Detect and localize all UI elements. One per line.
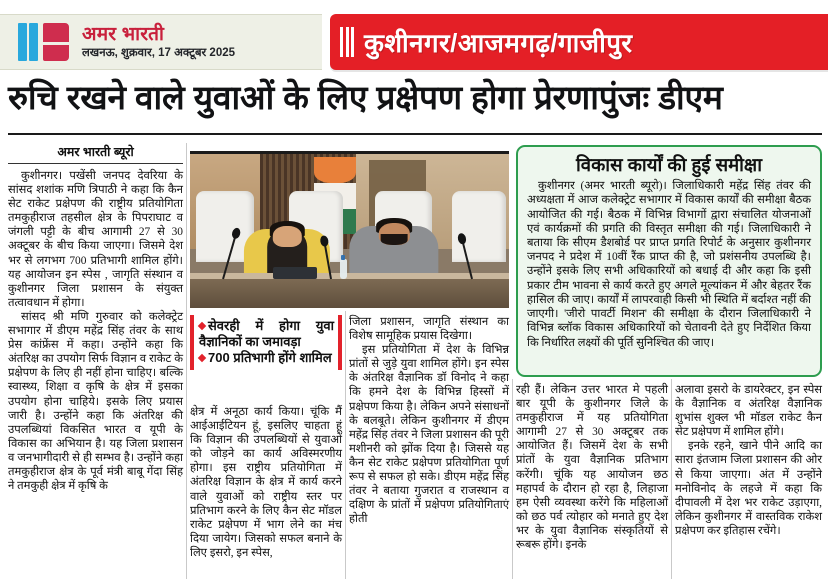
column-divider-1 — [186, 143, 187, 579]
edition-name: कुशीनगर/आजमगढ़/गाजीपुर — [364, 28, 633, 58]
photo-person-right — [350, 194, 439, 279]
banner-bars-icon — [340, 27, 354, 57]
column-divider-3 — [512, 379, 513, 579]
logo-blocks — [43, 23, 69, 61]
paragraph: रही हैं। लेकिन उत्तर भारत मे पहली बार यूपी के कुशीनगर जिले के तमकुहीराज में यह प्रतियोगिता आगामी 27 से 30 अक्टूबर तक आयोजित हैं। जिसमें देश के सभी प्रांतों के युवा वैज्ञानिक प्रतिभाग करेंगी। चूंकि यह आयोजन छठ महापर्व के दौरान हो रहा है, लिहाजा हम ऐसी व्यवस्था करेंगे कि महिलाओं को छठ पर्व त्योहार को मनाते हुए देश भर के युवा वैज्ञानिक संस्कृतियों से रूबरू होंगे। इनके — [516, 384, 668, 552]
callout-text-2: 700 प्रतिभागी होंगे शामिल — [208, 350, 332, 365]
edition-banner — [330, 14, 828, 70]
paper-date-line: लखनऊ, शुक्रवार, 17 अक्टूबर 2025 — [82, 46, 236, 59]
masthead — [0, 14, 828, 70]
paragraph: जिला प्रशासन, जागृति संस्थान का विशेष सामूहिक प्रयास दिखेगा। — [349, 316, 509, 343]
article-column-3 — [349, 315, 509, 526]
diamond-bullet-icon — [198, 322, 206, 330]
logo-block-top — [43, 23, 69, 42]
paragraph: कुशीनगर। पखेंसी जनपद देवरिया के सांसद शशांक मणि त्रिपाठी ने कहा कि कैन सेट राकेट प्रक्षेपण की राष्ट्रीय प्रतियोगिता तमकुहीराज तहसील क्षेत्र के पिपराघाट व जंगली पट्टी के बीच आगामी 27 से 30 अक्टूबर के बीच किया जाएगा। जिसमे देश भर से लगभग 700 प्रतिभागी शामिल होंगे। यह आयोजन इन स्पेस , जागृति संस्थान व कुशीनगर जिला प्रशासन के संयुक्त तत्वावधान में होगा। — [8, 170, 183, 309]
logo-bar-1 — [18, 23, 27, 61]
article-column-5 — [675, 383, 822, 538]
paragraph: सांसद श्री मणि गुरुवार को कलेक्ट्रेट सभागार में डीएम महेंद्र सिंह तंवर के साथ प्रेस कांफ्रेंस में कहा। उन्होंने कहा कि अंतरिक्ष का उपयोग सिर्फ विज्ञान व राकेट के प्रक्षेपण के लिए ही नहीं होना चाहिए। बल्कि स्वास्थ्य, शिक्षा व कृषि के क्षेत्र में इसका उपयोग होना चाहिये। इसके लिए प्रयास जारी है। उन्होंने कहा कि अंतरिक्ष की उपलब्धियां विकसित भारत व यूपी के विकास का अभियान है। यह जिला प्रशासन व जनभागीदारी से ही सम्भव है। उन्होंने कहा तमकुहीराज क्षेत्र के पूर्व मंत्री बाबू गेंदा सिंह ने तमकुही क्षेत्र में कृषि के — [8, 310, 183, 493]
highlight-callout-box — [190, 315, 342, 370]
masthead-titles — [82, 25, 235, 60]
article-column-2 — [190, 405, 342, 560]
greenbox-paragraph: कुशीनगर (अमर भारती ब्यूरो)। जिलाधिकारी महेंद्र सिंह तंवर की अध्यक्षता में आज कलेक्ट्रेट सभागार में विकास कार्यों की समीक्षा बैठक आयोजित की गई। बैठक में विभिन्न विभागों द्वारा संचालित योजनाओं एवं कार्यक्रमों की प्रगति की विस्तृत समीक्षा की गई। जिलाधिकारी ने बताया कि सीएम डैशबोर्ड पर प्राप्त प्रगति रिपोर्ट के अनुसार कुशीनगर जनपद ने प्रदेश में 10वीं रैंक प्राप्त की है, जो प्रशंसनीय उपलब्धि है। उन्होंने इसके लिए सभी अधिकारियों को बधाई दी और कहा कि इसी प्रकार टीम भावना से कार्य करते हुए अगले मूल्यांकन में और बेहतर रैंक हासिल की जाए। कार्यों में लापरवाही किसी भी स्थिति में बर्दाश्त नहीं की जाएगी। 'जीरो पावर्टी मिशन' की समीक्षा के दौरान जिलाधिकारी ने विभिन्न ब्लॉक विकास अधिकारियों को चेतावनी देते हुए निर्देशित किया कि निर्धारित लक्ष्यों की पूर्ति सुनिश्चित की जाए। — [527, 180, 811, 349]
masthead-branding — [0, 14, 322, 70]
paragraph: क्षेत्र में अनूठा कार्य किया। चूंकि मैं आईआईटियन हूं, इसलिए चाहता हूं कि विज्ञान की उपलब्धियों से युवाओं को जोड़ने का कार्य अविस्मरणीय होगा। इस राष्ट्रीय प्रतियोगिता में अंतरिक्ष विज्ञान के क्षेत्र में कार्य करने वाले युवाओं को राष्ट्रीय स्तर पर प्रतिभाग करने के लिए कैन सेट मॉडल राकेट प्रक्षेपण में भाग लेने का मंच दिया जायेग। जिसको सफल बनाने के लिए इसरो, इन स्पेस, — [190, 406, 342, 559]
photo-scene — [190, 154, 509, 308]
page-title: रुचि रखने वाले युवाओं के लिए प्रक्षेपण होगा प्रेरणापुंजः डीएम — [8, 80, 723, 117]
byline: अमर भारती ब्यूरो — [57, 145, 134, 159]
diamond-bullet-icon — [198, 354, 206, 362]
callout-line-1 — [199, 318, 334, 350]
byline-divider — [8, 163, 183, 164]
banner-bar-3 — [351, 27, 354, 57]
paragraph: इनके रहने, खाने पीने आदि का सारा इंतजाम जिला प्रशासन की ओर से किया जाएगा। अंत में उन्होंने मनोविनोद के लहजे में कहा कि दीपावली में देश भर राकेट उड़ाएगा, लेकिन कुशीनगर में वास्तविक राकेश प्रक्षेपण कर इतिहास रचेंगे। — [675, 440, 822, 537]
laptop-icon — [273, 267, 317, 279]
headline-divider — [8, 133, 822, 135]
paragraph: इस प्रतियोगिता में देश के विभिन्न प्रांतों से जुड़े युवा शामिल होंगे। इन स्पेस के अंतरिक्ष वैज्ञानिक डॉ विनोद ने कहा कि हमने देश के विभिन्न हिस्सों में प्रक्षेपण किया है। लेकिन अपने संसाधनों के बलबूते। लेकिन कुशीनगर में डीएम महेंद्र सिंह तंवर ने जिला प्रशासन की पूरी मशीनरी को झोंक दिया है। जिससे यह कैन सेट राकेट प्रक्षेपण प्रतियोगिता पूर्ण रूप से सफल हो सके। डीएम महेंद्र सिंह तंवर ने बताया गुजरात व राजस्थान व दक्षिण के प्रांतों में प्रक्षेपण प्रतियोगिताएं होती — [349, 344, 509, 526]
water-bottle-icon — [340, 259, 347, 279]
book-bars-logo-icon — [18, 23, 69, 61]
logo-block-bottom — [43, 45, 69, 61]
development-review-box — [516, 145, 822, 377]
article-column-4 — [516, 383, 668, 552]
callout-line-2 — [199, 350, 334, 366]
banner-bar-1 — [340, 27, 343, 57]
column-divider-4 — [671, 379, 672, 579]
article-body — [8, 143, 822, 579]
banner-bar-2 — [346, 27, 349, 57]
paragraph: अलावा इसरो के डायरेक्टर, इन स्पेस के वैज्ञानिक व अंतरिक्ष वैज्ञानिक शुभांस शुक्ल भी मॉडल राकेट कैन सेट प्रक्षेपण में शामिल होंगे। — [675, 384, 822, 439]
photo-table — [190, 279, 509, 308]
paper-name: अमर भारती — [82, 23, 165, 45]
logo-bar-2 — [29, 23, 38, 61]
greenbox-title: विकास कार्यों की हुई समीक्षा — [576, 154, 762, 175]
press-conference-photo — [190, 151, 509, 308]
callout-text-1: सेवरही में होगा युवा वैज्ञानिकों का जमावड़ा — [199, 318, 334, 349]
article-column-1 — [8, 143, 183, 493]
column-divider-2 — [345, 311, 346, 579]
